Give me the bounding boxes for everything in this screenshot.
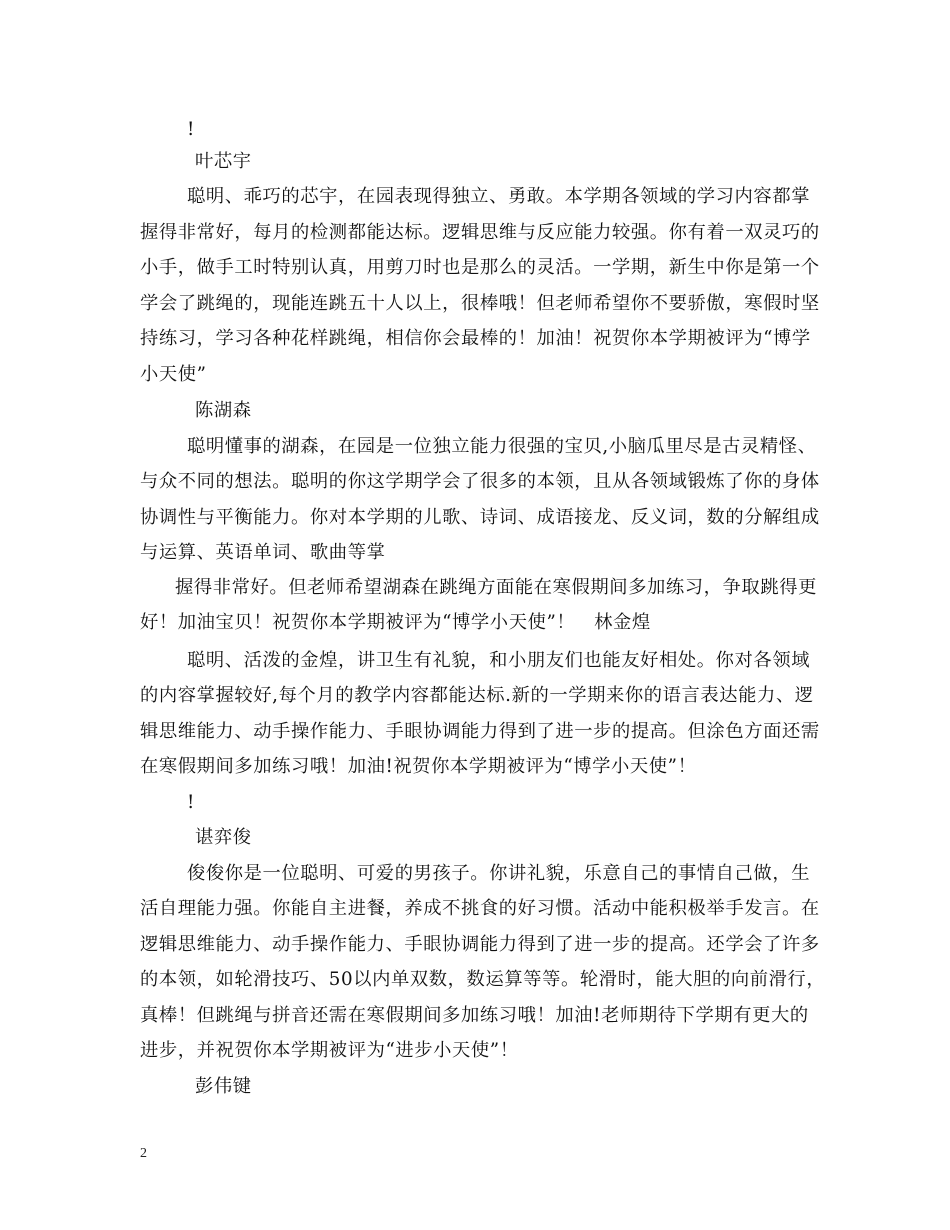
text-line: 逻辑思维能力、动手操作能力、手眼协调能力得到了进一步的提高。还学会了许多 — [140, 934, 820, 955]
text-line: 与众不同的想法。聪明的你这学期学会了很多的本领，且从各领域锻炼了你的身体 — [140, 471, 820, 492]
text-line: 协调性与平衡能力。你对本学期的儿歌、诗词、成语接龙、反义词，数的分解组成 — [140, 507, 820, 528]
text-line: 好！加油宝贝！祝贺你本学期被评为“博学小天使”！ 林金煌 — [140, 612, 651, 633]
student-name: 叶芯宇 — [195, 151, 252, 172]
text-line: 聪明、乖巧的芯宇，在园表现得独立、勇敢。本学期各领域的学习内容都掌 — [187, 186, 811, 207]
text-line: 学会了跳绳的，现能连跳五十人以上，很棒哦！但老师希望你不要骄傲，寒假时坚 — [140, 293, 820, 314]
text-line: 俊俊你是一位聪明、可爱的男孩子。你讲礼貌，乐意自己的事情自己做，生 — [187, 863, 811, 884]
text-line: 的内容掌握较好,每个月的教学内容都能达标.新的一学期来你的语言表达能力、逻 — [140, 685, 814, 706]
text-line: 在寒假期间多加练习哦！加油!祝贺你本学期被评为“博学小天使”！ — [140, 756, 697, 777]
text-line: 握得非常好。但老师希望湖森在跳绳方面能在寒假期间多加练习，争取跳得更 — [175, 577, 817, 598]
student-name: 彭伟键 — [195, 1076, 252, 1097]
text-line: 进步，并祝贺你本学期被评为“进步小天使”！ — [140, 1040, 519, 1061]
text-line: 辑思维能力、动手操作能力、手眼协调能力得到了进一步的提高。但涂色方面还需 — [140, 721, 820, 742]
text-line: 活自理能力强。你能自主进餐，养成不挑食的好习惯。活动中能积极举手发言。在 — [140, 898, 820, 919]
text-line: ! — [187, 119, 195, 140]
text-line: 聪明懂事的湖森，在园是一位独立能力很强的宝贝,小脑瓜里尽是古灵精怪、 — [187, 436, 817, 457]
text-line: 与运算、英语单词、歌曲等掌 — [140, 542, 386, 563]
student-name: 谌弈俊 — [195, 827, 252, 848]
page-number: 2 — [140, 1146, 147, 1161]
text-line: 真棒！但跳绳与拼音还需在寒假期间多加练习哦！加油!老师期待下学期有更大的 — [140, 1005, 809, 1026]
text-line: 小手，做手工时特别认真，用剪刀时也是那么的灵活。一学期，新生中你是第一个 — [140, 257, 820, 278]
text-line: 持练习，学习各种花样跳绳，相信你会最棒的！加油！祝贺你本学期被评为“博学 — [140, 328, 811, 349]
text-line: 握得非常好，每月的检测都能达标。逻辑思维与反应能力较强。你有着一双灵巧的 — [140, 222, 820, 243]
text-line: 的本领，如轮滑技巧、50以内单双数，数运算等等。轮滑时，能大胆的向前滑行， — [140, 969, 826, 990]
student-name: 陈湖森 — [195, 400, 252, 421]
text-line: 聪明、活泼的金煌，讲卫生有礼貌，和小朋友们也能友好相处。你对各领域 — [187, 650, 811, 671]
text-line: ! — [187, 792, 195, 813]
text-line: 小天使” — [140, 364, 207, 385]
